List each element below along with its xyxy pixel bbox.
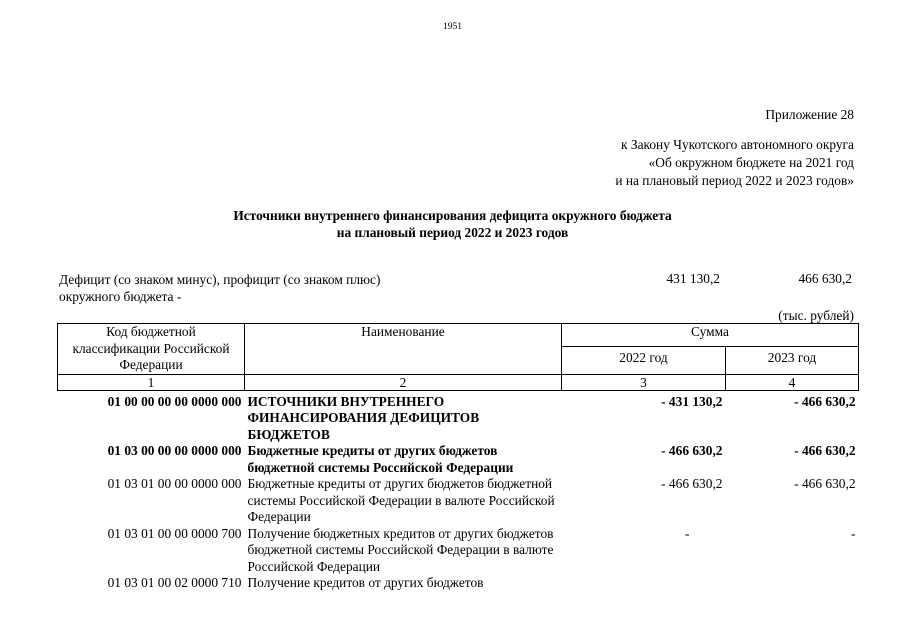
- row-value-2022: - 466 630,2: [661, 443, 723, 458]
- law-reference-line: к Закону Чукотского автономного округа: [621, 137, 854, 152]
- row-value-2022: - 431 130,2: [661, 393, 723, 409]
- column-number-4: 4: [726, 374, 859, 390]
- row-code: 01 00 00 00 00 0000 000: [107, 393, 242, 409]
- row-name: Бюджетные кредиты от других бюджетов бюджетной системы Российской Федерации: [247, 443, 514, 475]
- row-value-2023: - 466 630,2: [794, 393, 856, 409]
- law-reference: [615, 136, 854, 190]
- title-line-2: на плановый период 2022 и 2023 годов: [336, 225, 569, 240]
- table-row: [58, 443, 859, 476]
- row-value-2022: -: [685, 525, 690, 541]
- table-row: [58, 390, 859, 443]
- table-row: [58, 575, 859, 592]
- header-code: Код бюджетной классификации Российской Федерации: [58, 324, 245, 375]
- row-code: 01 03 01 00 00 0000 000: [107, 476, 242, 491]
- row-value-2022: [562, 575, 726, 592]
- page-number: 1951: [443, 22, 462, 32]
- deficit-value-2022: 431 130,2: [666, 271, 720, 286]
- sources-table: [57, 323, 859, 592]
- row-code: 01 03 01 00 00 0000 700: [107, 525, 242, 541]
- row-name: Получение кредитов от других бюджетов: [247, 575, 484, 590]
- law-reference-line: и на плановый период 2022 и 2023 годов»: [615, 173, 854, 188]
- appendix-label: Приложение 28: [765, 107, 854, 122]
- row-code: 01 03 01 00 02 0000 710: [107, 575, 242, 590]
- header-year-2023: 2023 год: [726, 347, 859, 374]
- column-number-3: 3: [562, 374, 726, 390]
- column-number-1: 1: [58, 374, 245, 390]
- header-year-2022: 2022 год: [562, 347, 726, 374]
- row-value-2023: - 466 630,2: [794, 476, 856, 491]
- row-value-2022: - 466 630,2: [661, 476, 723, 491]
- document-title: [0, 207, 905, 241]
- header-sum: Сумма: [562, 324, 859, 347]
- title-line-1: Источники внутреннего финансирования дефицита окружного бюджета: [233, 208, 672, 223]
- deficit-label-line-2: окружного бюджета -: [59, 289, 182, 304]
- deficit-label: [59, 271, 479, 305]
- row-name: ИСТОЧНИКИ ВНУТРЕННЕГО ФИНАНСИРОВАНИЯ ДЕФИЦИТОВ БЮДЖЕТОВ: [247, 393, 480, 442]
- row-code: 01 03 00 00 00 0000 000: [107, 443, 242, 458]
- header-name: Наименование: [245, 324, 562, 375]
- row-value-2023: - 466 630,2: [794, 443, 856, 458]
- deficit-value-2023: 466 630,2: [798, 271, 852, 286]
- law-reference-line: «Об окружном бюджете на 2021 год: [648, 155, 854, 170]
- row-value-2023: -: [851, 525, 856, 541]
- deficit-label-line-1: Дефицит (со знаком минус), профицит (со знаком плюс): [59, 272, 381, 287]
- units-label: (тыс. рублей): [778, 308, 854, 323]
- row-name: Получение бюджетных кредитов от других бюджетов бюджетной системы Российской Федерации в валюте Российской Федерации: [247, 525, 554, 574]
- row-name: Бюджетные кредиты от других бюджетов бюджетной системы Российской Федерации в валюте Российской Федерации: [247, 476, 555, 524]
- table-row: [58, 476, 859, 526]
- column-number-2: 2: [245, 374, 562, 390]
- row-value-2023: [726, 575, 859, 592]
- table-row: [58, 526, 859, 576]
